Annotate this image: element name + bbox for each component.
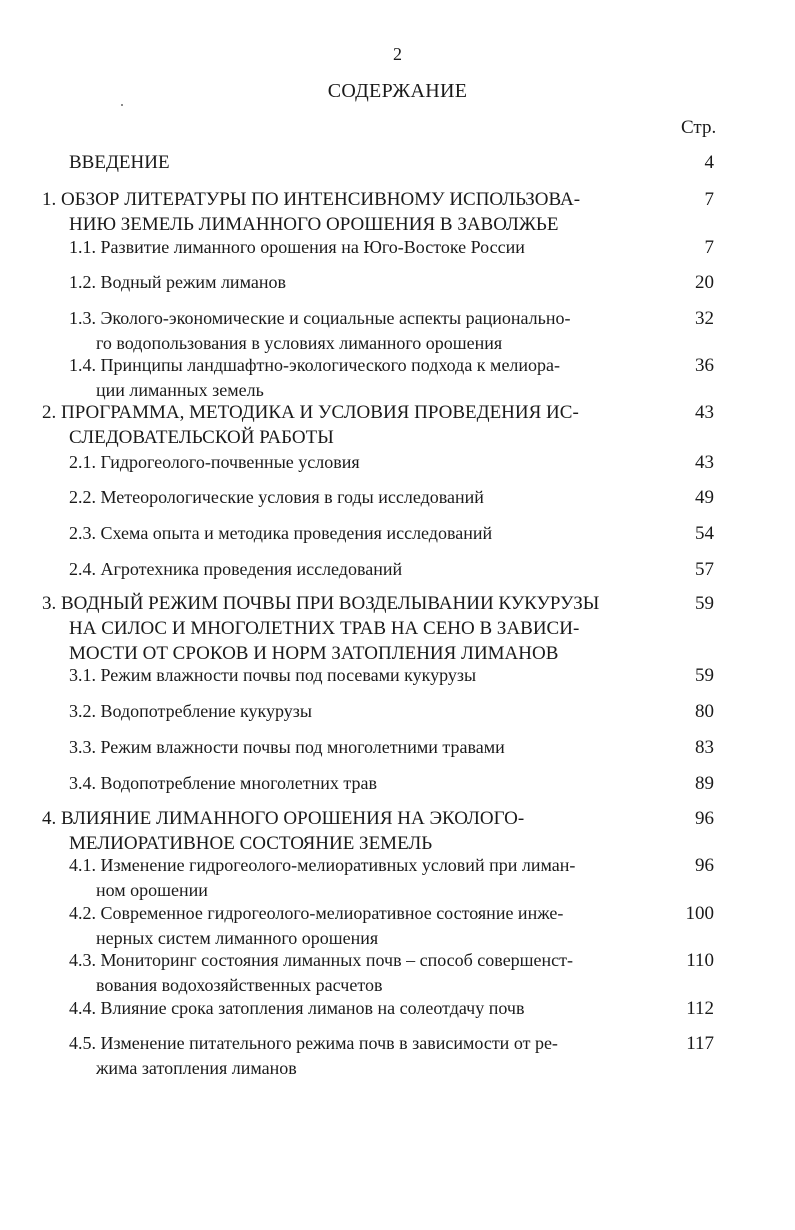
- toc-entry-page: 110: [686, 950, 714, 971]
- toc-entry-title: 2.3. Схема опыта и методика проведения исследований: [69, 523, 493, 543]
- toc-entry-title: 2.4. Агротехника проведения исследований: [69, 559, 403, 579]
- toc-entry-page: 7: [704, 189, 714, 210]
- page-title: СОДЕРЖАНИЕ: [327, 80, 468, 102]
- toc-entry-title: 3.4. Водопотребление многолетних трав: [69, 773, 377, 793]
- toc-entry-page: 96: [695, 808, 714, 829]
- toc-entry-title-line2: СЛЕДОВАТЕЛЬСКОЙ РАБОТЫ: [69, 427, 334, 448]
- toc-entry-title-line2: НИЮ ЗЕМЕЛЬ ЛИМАННОГО ОРОШЕНИЯ В ЗАВОЛЖЬЕ: [69, 214, 559, 235]
- toc-entry-title-line2: НА СИЛОС И МНОГОЛЕТНИХ ТРАВ НА СЕНО В ЗАВИСИ-: [69, 618, 580, 639]
- toc-entry-title-line1: 3. ВОДНЫЙ РЕЖИМ ПОЧВЫ ПРИ ВОЗДЕЛЫВАНИИ КУКУРУЗЫ: [42, 593, 600, 614]
- toc-entry-page: 43: [695, 402, 714, 423]
- toc-entry-page: 117: [686, 1033, 714, 1054]
- toc-entry-title: 1.2. Водный режим лиманов: [69, 272, 286, 292]
- toc-entry-page: 49: [695, 487, 714, 508]
- page-column-label: Стр.: [681, 117, 717, 138]
- toc-entry-page: 54: [695, 523, 714, 544]
- toc-entry-title-line1: 1.4. Принципы ландшафтно-экологического подхода к мелиора-: [69, 355, 561, 375]
- toc-entry-title-line2: го водопользования в условиях лиманного орошения: [96, 333, 503, 353]
- toc-entry-page: 112: [686, 998, 714, 1019]
- scan-speck: [121, 104, 123, 106]
- toc-entry-page: 89: [695, 773, 714, 794]
- toc-entry-title-line1: 4.3. Мониторинг состояния лиманных почв – способ совершенст-: [69, 950, 574, 970]
- toc-entry-title: 3.3. Режим влажности почвы под многолетними травами: [69, 737, 505, 757]
- toc-entry-page: 20: [695, 272, 714, 293]
- toc-entry-title-line2: МЕЛИОРАТИВНОЕ СОСТОЯНИЕ ЗЕМЕЛЬ: [69, 833, 433, 854]
- toc-entry-page: 83: [695, 737, 714, 758]
- toc-entry-title: ВВЕДЕНИЕ: [69, 152, 170, 173]
- toc-entry-title-line1: 1. ОБЗОР ЛИТЕРАТУРЫ ПО ИНТЕНСИВНОМУ ИСПОЛЬЗОВА-: [42, 189, 581, 210]
- toc-entry-page: 43: [695, 452, 714, 473]
- toc-entry-title-line2: жима затопления лиманов: [96, 1058, 297, 1078]
- toc-entry-title: 4.4. Влияние срока затопления лиманов на солеотдачу почв: [69, 998, 525, 1018]
- toc-entry-page: 4: [704, 152, 714, 173]
- toc-entry-title-line3: МОСТИ ОТ СРОКОВ И НОРМ ЗАТОПЛЕНИЯ ЛИМАНОВ: [69, 643, 559, 664]
- toc-entry-title: 2.2. Метеорологические условия в годы исследований: [69, 487, 484, 507]
- page-number: 2: [393, 44, 402, 64]
- toc-entry-title-line1: 4.1. Изменение гидрогеолого-мелиоративных условий при лиман-: [69, 855, 576, 875]
- toc-entry-title-line2: ции лиманных земель: [96, 380, 264, 400]
- toc-entry-title-line1: 1.3. Эколого-экономические и социальные аспекты рационально-: [69, 308, 571, 328]
- toc-entry-page: 7: [704, 237, 714, 258]
- toc-entry-title: 3.2. Водопотребление кукурузы: [69, 701, 312, 721]
- toc-entry-page: 57: [695, 559, 714, 580]
- toc-entry-title-line1: 2. ПРОГРАММА, МЕТОДИКА И УСЛОВИЯ ПРОВЕДЕНИЯ ИС-: [42, 402, 579, 423]
- toc-entry-title: 2.1. Гидрогеолого-почвенные условия: [69, 452, 360, 472]
- toc-entry-page: 100: [685, 903, 714, 924]
- toc-entry-page: 80: [695, 701, 714, 722]
- toc-entry-title: 3.1. Режим влажности почвы под посевами кукурузы: [69, 665, 477, 685]
- toc-entry-title-line2: нерных систем лиманного орошения: [96, 928, 379, 948]
- toc-entry-title-line2: ном орошении: [96, 880, 208, 900]
- toc-entry-page: 36: [695, 355, 714, 376]
- toc-entry-page: 96: [695, 855, 714, 876]
- toc-entry-title-line2: вования водохозяйственных расчетов: [96, 975, 383, 995]
- toc-entry-title-line1: 4.5. Изменение питательного режима почв в зависимости от ре-: [69, 1033, 558, 1053]
- toc-entry-page: 32: [695, 308, 714, 329]
- toc-entry-title: 1.1. Развитие лиманного орошения на Юго-Востоке России: [69, 237, 525, 257]
- toc-entry-title-line1: 4. ВЛИЯНИЕ ЛИМАННОГО ОРОШЕНИЯ НА ЭКОЛОГО-: [42, 808, 525, 829]
- toc-entry-title-line1: 4.2. Современное гидрогеолого-мелиоративное состояние инже-: [69, 903, 564, 923]
- toc-entry-page: 59: [695, 665, 714, 686]
- toc-entry-page: 59: [695, 593, 714, 614]
